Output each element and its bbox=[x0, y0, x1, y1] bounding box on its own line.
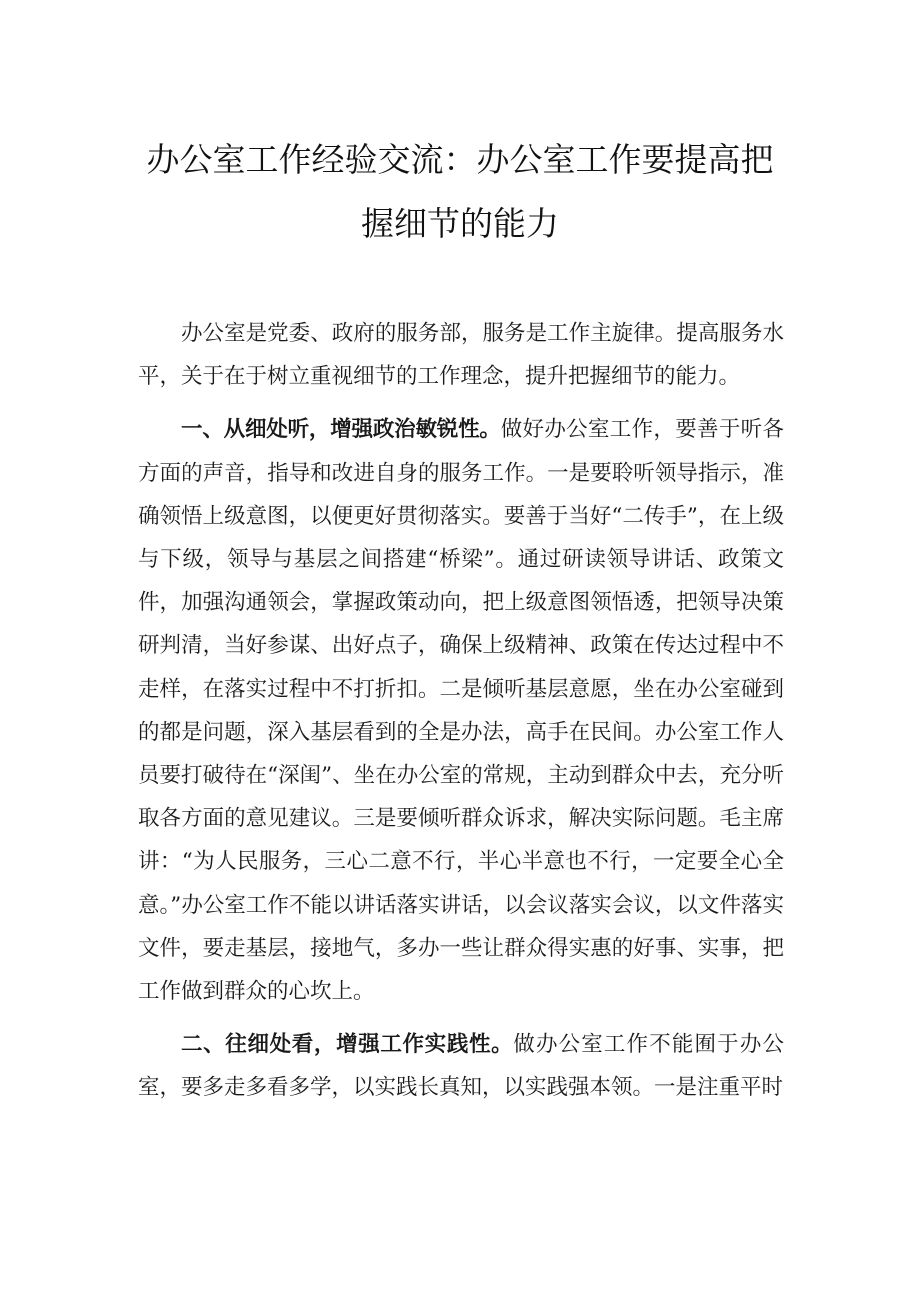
paragraph-section-2 bbox=[138, 1023, 784, 1109]
paragraph-intro bbox=[138, 312, 784, 398]
paragraph-section-1 bbox=[138, 408, 784, 1013]
section-heading: 二、往细处看，增强工作实践性。 bbox=[181, 1032, 514, 1058]
title-line-1: 办公室工作经验交流：办公室工作要提高把 bbox=[146, 140, 774, 179]
document-body bbox=[138, 312, 784, 1110]
paragraph-text: 做办公室工作不能囿于办公室，要多走多看多学，以实践长真知，以实践强本领。一是注重平时 bbox=[138, 1032, 784, 1101]
paragraph-text: 做好办公室工作，要善于听各方面的声音，指导和改进自身的服务工作。一是要聆听领导指示，准确领悟上级意图，以便更好贯彻落实。要善于当好“二传手”，在上级与下级，领导与基层之间搭建“桥梁”。通过研读领导讲话、政策文件，加强沟通领会，掌握政策动向，把上级意图领悟透，把领导决策研判清，当好参谋、出好点子，确保上级精神、政策在传达过程中不走样，在落实过程中不打折扣。二是倾听基层意愿，坐在办公室碰到的都是问题，深入基层看到的全是办法，高手在民间。办公室工作人员要打破待在“深闺”、坐在办公室的常规，主动到群众中去，充分听取各方面的意见建议。三是要倾听群众诉求，解决实际问题。毛主席讲：“为人民服务，三心二意不行，半心半意也不行，一定要全心全意。”办公室工作不能以讲话落实讲话，以会议落实会议，以文件落实文件，要走基层，接地气，多办一些让群众得实惠的好事、实事，把工作做到群众的心坎上。 bbox=[138, 417, 784, 1005]
paragraph-text: 办公室是党委、政府的服务部，服务是工作主旋律。提高服务水平，关于在于树立重视细节的工作理念，提升把握细节的能力。 bbox=[138, 321, 784, 390]
section-heading: 一、从细处听，增强政治敏锐性。 bbox=[181, 417, 501, 443]
document-title bbox=[110, 128, 810, 256]
title-line-2: 握细节的能力 bbox=[361, 204, 559, 243]
